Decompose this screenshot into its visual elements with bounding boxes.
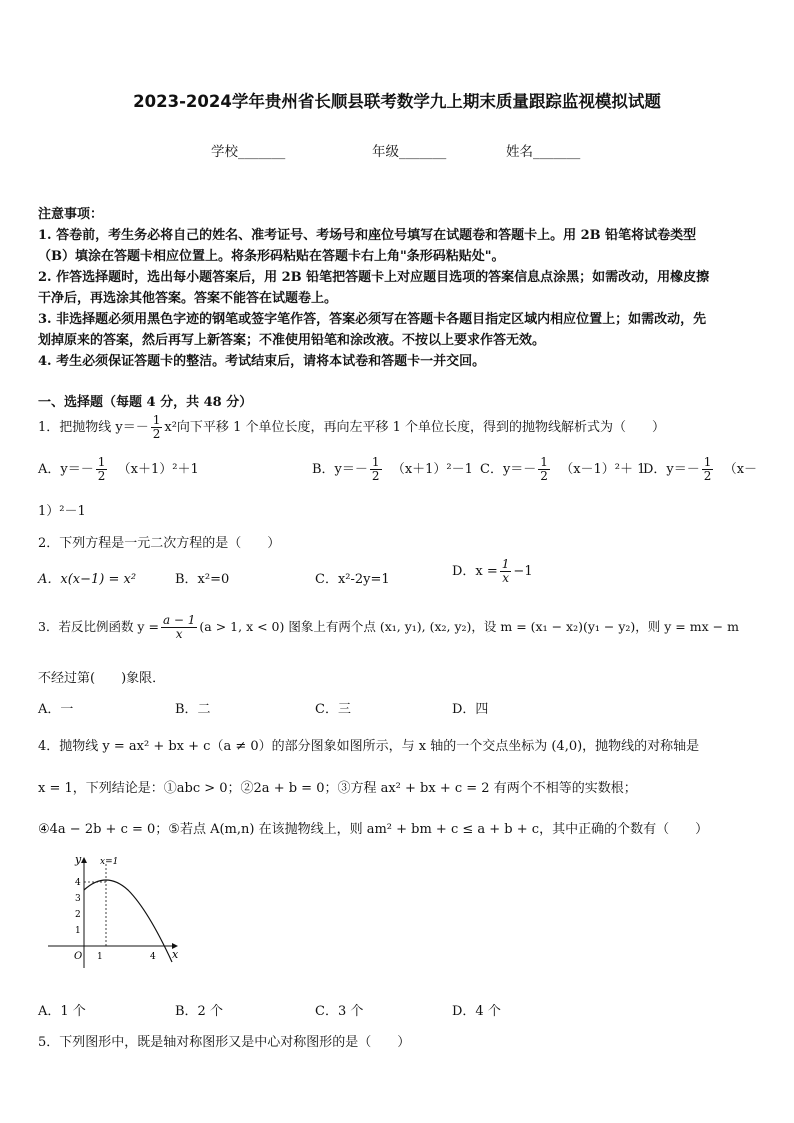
q3-pre: 3．若反比例函数 y =	[38, 619, 159, 634]
parabola-graph	[44, 852, 184, 972]
frac-num: 1	[152, 413, 161, 427]
frac-den: x	[175, 627, 183, 641]
name-field[interactable]: 姓名_______	[506, 144, 581, 160]
option-text: （x＋1）²＋1	[117, 462, 199, 477]
q2-option-b[interactable]: B．x²=0	[175, 572, 230, 587]
option-text: B．y＝－	[312, 462, 368, 477]
notice-line: 1. 答卷前，考生务必将自己的姓名、准考证号、考场号和座位号填写在试题卷和答题卡上。用 2B 铅笔将试卷类型	[38, 228, 697, 243]
frac-den: 2	[152, 427, 161, 441]
y-tick: 3	[75, 894, 81, 904]
question-3	[38, 614, 739, 641]
frac-den: 2	[703, 469, 712, 483]
q4-option-c[interactable]: C．3 个	[315, 1004, 364, 1019]
frac-den: 2	[371, 469, 380, 483]
q4-line3: ④4a − 2b + c = 0；⑤若点 A(m,n) 在该抛物线上，则 am² + bm + c ≤ a + b + c，其中正确的个数有（ ）	[38, 822, 709, 837]
notice-line: 4. 考生必须保证答题卡的整洁。考试结束后，请将本试卷和答题卡一并交回。	[38, 354, 486, 369]
notice-line: 干净后，再选涂其他答案。答案不能答在试题卷上。	[38, 291, 338, 306]
q1-pre: 1．把抛物线 y＝－	[38, 420, 149, 435]
question-2: 2．下列方程是一元二次方程的是（ ）	[38, 536, 281, 551]
q1-option-b[interactable]	[312, 456, 473, 483]
q1-option-a[interactable]	[38, 456, 199, 483]
q4-option-a[interactable]: A．1 个	[38, 1004, 86, 1019]
notice-line: 3. 非选择题必须用黑色字迹的钢笔或签字笔作答，答案必须写在答题卡各题目指定区域内相应位置上；如需改动，先	[38, 312, 707, 327]
q2-option-d[interactable]	[452, 558, 533, 585]
frac-den: 2	[97, 469, 106, 483]
option-text: （x＋1）²－1	[391, 462, 473, 477]
q1-post: x²向下平移 1 个单位长度，再向左平移 1 个单位长度，得到的抛物线解析式为（ ）	[164, 420, 666, 435]
q3-option-a[interactable]: A．一	[38, 702, 74, 717]
q2-option-c[interactable]: C．x²-2y=1	[315, 572, 390, 587]
q1-frac	[151, 414, 163, 441]
grade-field[interactable]: 年级_______	[372, 144, 447, 160]
section-heading: 一、选择题（每题 4 分，共 48 分）	[38, 395, 253, 410]
option-text: （x－1）²＋ 1	[560, 462, 646, 477]
symmetry-label: x=1	[100, 857, 119, 867]
school-field[interactable]: 学校_______	[211, 144, 286, 160]
x-tick: 1	[97, 952, 103, 962]
q1-option-d[interactable]	[643, 456, 757, 483]
frac-num: 1	[703, 455, 712, 469]
parabola-curve	[84, 880, 172, 962]
q4-option-b[interactable]: B．2 个	[175, 1004, 223, 1019]
option-frac	[500, 558, 512, 585]
question-5: 5．下列图形中，既是轴对称图形又是中心对称图形的是（ ）	[38, 1035, 411, 1050]
notice-line: 划掉原来的答案，然后再写上新答案；不准使用铅笔和涂改液。不按以上要求作答无效。	[38, 333, 546, 348]
frac-num: 1	[97, 455, 106, 469]
q3-post: (a > 1, x < 0) 图象上有两个点 (x₁, y₁), (x₂, y₂)，设 m = (x₁ − x₂)(y₁ − y₂)，则 y = mx − m	[199, 619, 739, 634]
option-text: （x－	[723, 462, 758, 477]
q1-option-d-cont: 1）²－1	[38, 504, 86, 519]
frac-den: x	[502, 571, 509, 585]
notice-line: 2. 作答选择题时，选出每小题答案后，用 2B 铅笔把答题卡上对应题目选项的答案信息点涂黑；如需改动，用橡皮擦	[38, 270, 710, 285]
option-text: −1	[513, 564, 533, 579]
q3-line2: 不经过第( )象限．	[38, 671, 166, 686]
q1-option-c[interactable]	[480, 456, 645, 483]
q4-option-d[interactable]: D．4 个	[452, 1004, 501, 1019]
question-1	[38, 414, 665, 441]
frac-num: a − 1	[162, 613, 196, 627]
y-label: y	[75, 853, 82, 866]
origin-label: O	[74, 951, 83, 962]
option-text: C．y＝－	[480, 462, 537, 477]
x-label: x	[172, 948, 179, 961]
q3-option-d[interactable]: D．四	[452, 702, 489, 717]
frac-num: 1	[540, 455, 548, 469]
q3-option-b[interactable]: B．二	[175, 702, 211, 717]
notice-line: （B）填涂在答题卡相应位置上。将条形码粘贴在答题卡右上角"条形码粘贴处"。	[38, 249, 505, 264]
notice-heading: 注意事项：	[38, 207, 104, 222]
question-4: 4．抛物线 y = ax² + bx + c（a ≠ 0）的部分图象如图所示，与 x 轴的一个交点坐标为 (4,0)，抛物线的对称轴是	[38, 739, 700, 754]
frac-num: 1	[501, 557, 510, 571]
frac-den: 2	[540, 469, 548, 483]
option-frac	[96, 456, 108, 483]
q4-line2: x = 1，下列结论是：①abc > 0；②2a + b = 0；③方程 ax² + bx + c = 2 有两个不相等的实数根；	[38, 781, 637, 796]
option-frac	[538, 456, 550, 483]
y-tick: 4	[75, 878, 81, 888]
q3-option-c[interactable]: C．三	[315, 702, 351, 717]
y-tick: 1	[75, 926, 81, 936]
q3-frac	[161, 614, 197, 641]
frac-num: 1	[371, 455, 380, 469]
option-frac	[702, 456, 714, 483]
option-text: A．y＝－	[38, 462, 94, 477]
x-tick: 4	[150, 952, 156, 962]
option-text: D．y＝－	[643, 462, 700, 477]
q2-option-a[interactable]: A．x(x−1) = x²	[38, 572, 137, 587]
option-frac	[370, 456, 382, 483]
page-title: 2023-2024学年贵州省长顺县联考数学九上期末质量跟踪监视模拟试题	[133, 92, 661, 111]
y-tick: 2	[75, 910, 81, 920]
option-text: D．x =	[452, 564, 498, 579]
